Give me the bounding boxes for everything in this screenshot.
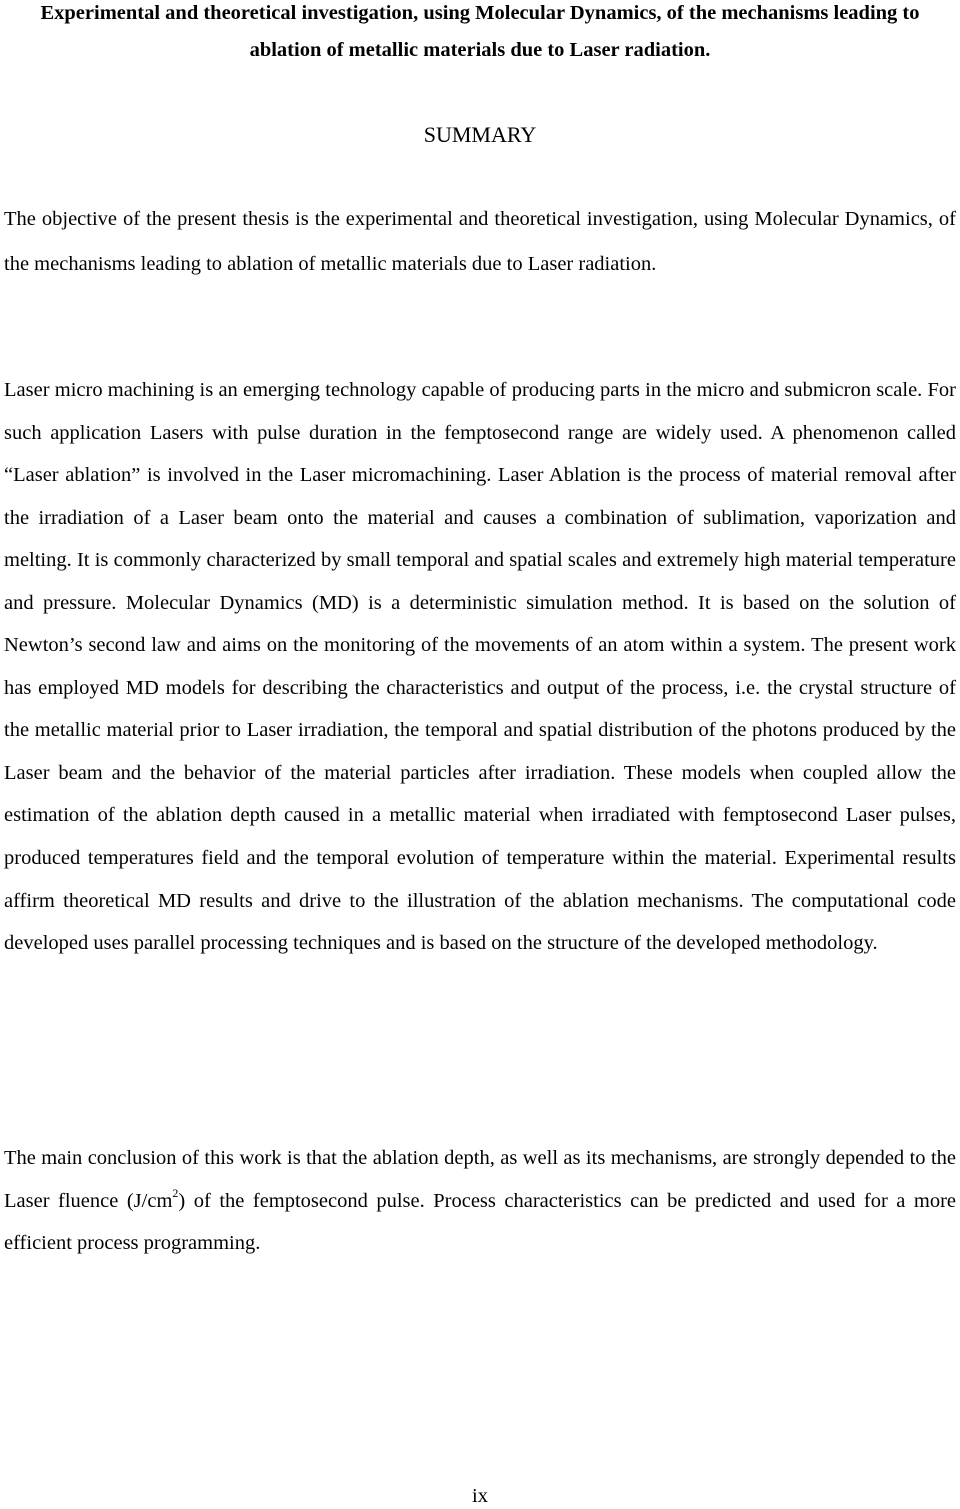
document-title: Experimental and theoretical investigation, using Molecular Dynamics, of the mechanisms leading to ablation of metallic materials due to Laser radiation. [40, 2, 920, 61]
section-heading-summary: SUMMARY [423, 122, 537, 147]
unit-exponent: 2 [172, 1185, 179, 1200]
conclusion-text-after-unit: ) of the femptosecond pulse. Process characteristics can be predicted and used for a more efficient process programming. [4, 1189, 957, 1255]
paragraph-conclusion [4, 1137, 956, 1265]
paragraph-methodology: Laser micro machining is an emerging technology capable of producing parts in the micro and submicron scale. For such application Lasers with pulse duration in the femptosecond range are widely used. A phenomenon called “Laser ablation” is involved in the Laser micromachining. Laser Ablation is the process of material removal after the irradiation of a Laser beam onto the material and causes a combination of sublimation, vaporization and melting. It is commonly characterized by small temporal and spatial scales and extremely high material temperature and pressure. Molecular Dynamics (MD) is a deterministic simulation method. It is based on the solution of Newton’s second law and aims on the monitoring of the movements of an atom within a system. The present work has employed MD models for describing the characteristics and output of the process, i.e. the crystal structure of the metallic material prior to Laser irradiation, the temporal and spatial distribution of the photons produced by the Laser beam and the behavior of the material particles after irradiation. These models when coupled allow the estimation of the ablation depth caused in a metallic material when irradiated with femptosecond Laser pulses, produced temperatures field and the temporal evolution of temperature within the material. Experimental results affirm theoretical MD results and drive to the illustration of the ablation mechanisms. The computational code developed uses parallel processing techniques and is based on the structure of the developed methodology. [4, 379, 956, 955]
page-number: ix [472, 1485, 488, 1507]
conclusion-text-before-unit: The main conclusion of this work is that the ablation depth, as well as its mechanisms, are strongly depended to the Laser fluence (J/cm [4, 1147, 956, 1212]
paragraph-objective: The objective of the present thesis is the experimental and theoretical investigation, using Molecular Dynamics, of the mechanisms leading to ablation of metallic materials due to Laser radiation. [4, 208, 956, 275]
